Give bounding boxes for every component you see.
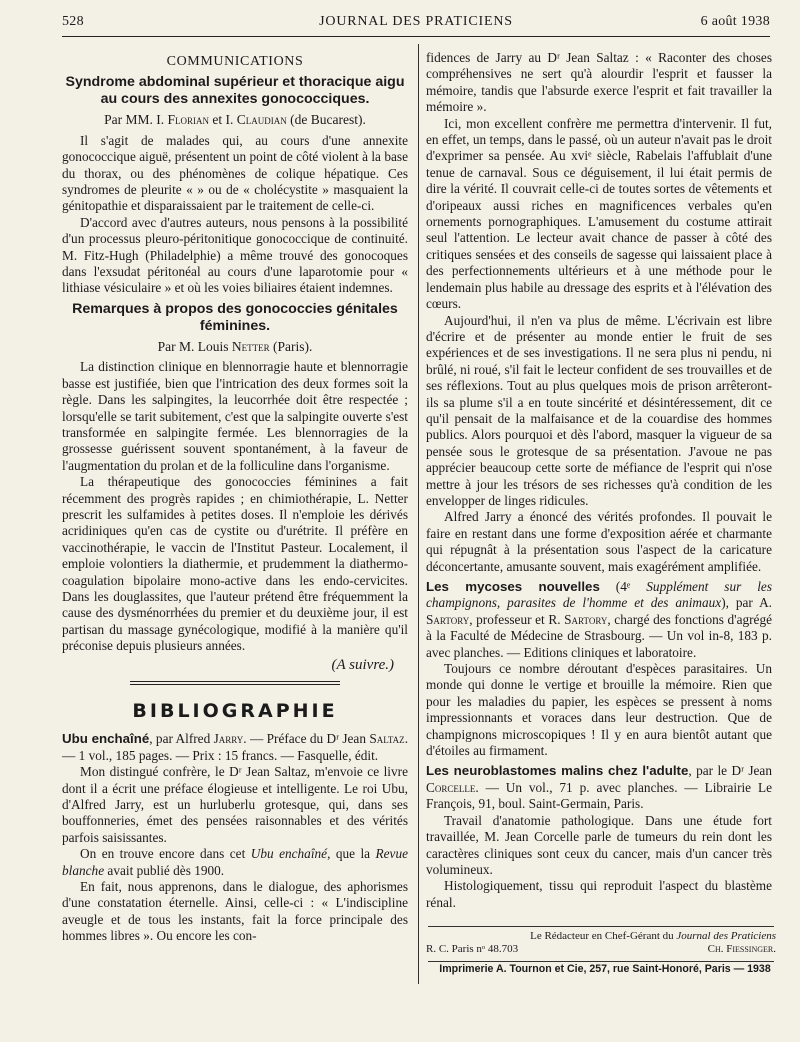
paragraph: Ici, mon excellent confrère me permettra d'intervenir. Il fut, en effet, un temps, dans le passé, où un auteur n'avait pas le droit d'exprimer sa pensée. Au xviᵉ siècle, Rabelais l'affublait d'une tenue de carnaval. Sous ce déguisement, il lui était permis de dire la vérité. Il couvrait celle-ci de toutes sortes de vêtements et d'oripeaux aussi riches en magnificences verbales qu'en ornements pornographiques. L'amusement du costume attirait seul l'attention. Le lecteur avait chance de passer à côté des critiques sensées et des conseils de sagesse qui laissaient place à des perfectionnements ultérieurs et à une méthode pour le lendemain plus habile au dressage des esprits et à l'élévation des cœurs.	[426, 115, 772, 312]
author-name: Jarry	[213, 731, 244, 747]
paragraph: La thérapeutique des gonococcies féminines a fait récemment des progrès rapides ; en chimiothérapie, L. Netter prescrit les sulfamides à petites doses. Il n'emploie les dérivés acridiniques qu'en cas de cystite ou d'urétrite. Il préfère en vaccinothérapie, le vaccin de l'Institut Pasteur. Localement, il emploie volontiers la diathermie, et prudemment la diathermo-coagulation bipolaire mono-active dans les endo-cervicites. Dans les douglassites, que l'auteur prétend être fréquemment la cause des dysménorrhées du premier et du deuxième jour, il est partisan du massage gynécologique, modifié à la manière qu'il préconise depuis plusieurs années.	[62, 474, 408, 654]
text-run: Le Rédacteur en Chef-Gérant du	[530, 930, 677, 942]
paragraph	[62, 846, 408, 879]
bibliography-entry	[426, 579, 772, 661]
page-number: 528	[62, 14, 84, 29]
continued-note: (A suivre.)	[331, 656, 394, 673]
paragraph: Histologiquement, tissu qui reproduit l'aspect du blastème rénal.	[426, 878, 772, 910]
right-column	[426, 50, 772, 911]
entry-title: Les neuroblastomes malins chez l'adulte	[426, 763, 689, 779]
paragraph: Il s'agit de malades qui, au cours d'une annexite gonococcique aiguë, présentent un point de côté violent à la base du thorax, ou des phénomènes de colique hépatique. Ces syndromes de pleurite « » ou de « cholécystite » masquaient la génitopathie et disparaissaient par le traitement de celle-ci.	[62, 132, 408, 214]
paragraph: Travail d'anatomie pathologique. Dans une étude fort travaillée, M. Jean Corcelle parle de tumeurs du rein dont les caractères cliniques sont ceux du cancer, mais d'un cancer très volumineux.	[426, 812, 772, 877]
column-divider	[418, 44, 419, 984]
author-name: Sartory	[426, 611, 470, 627]
article-title: Syndrome abdominal supérieur et thoracique aigu au cours des annexites gonococciques.	[65, 74, 405, 108]
paragraph: En fait, nous apprenons, dans le dialogue, des aphorismes d'une constatation éternelle. Ainsi, celle-ci : « L'indiscipline aveugle et de tous les instants, fait la force principale des hommes libres ». Ou encore les con-	[62, 879, 408, 944]
paragraph: Mon distingué confrère, le Dʳ Jean Saltaz, m'envoie ce livre dont il a écrit une préface élogieuse et intelligente. Le roi Ubu, d'Alfred Jarry, est un hurluberlu grotesque, qui, dans ses bouffonneries, émet des pensées raisonnables et des vérités parfois saisissantes.	[62, 764, 408, 845]
editor-line	[426, 930, 776, 943]
paragraph: Alfred Jarry a énoncé des vérités profondes. Il pouvait le faire en restant dans une forme d'exposition aérée et charmante qui répugnât à la présentation sous l'aspect de la caricature déconcertante, amusante souvent, mais exagérément amplifiée.	[426, 509, 772, 574]
editor-footer	[426, 930, 776, 956]
header-rule	[62, 36, 770, 37]
italic-title: Journal des Praticiens	[676, 930, 776, 942]
paragraph: Toujours ce nombre déroutant d'espèces parasitaires. Un monde qui donne le vertige et brouille la mémoire. Rien que pour les maladies du papier, les espèces se pressent à noms impressionnants et voraces dans leur destruction. Que de champignons microscopiques ! Il y en aura bientôt autant que d'étoiles au firmament.	[426, 661, 772, 759]
entry-title: Les mycoses nouvelles	[426, 579, 600, 594]
byline-text: et I.	[209, 112, 237, 128]
imprint-rule	[428, 961, 774, 962]
journal-title: JOURNAL DES PRATICIENS	[319, 14, 513, 29]
byline-text: (Paris).	[269, 338, 313, 354]
footer-rule	[428, 926, 774, 927]
entry-meta: ), par A.	[721, 595, 772, 611]
entry-meta: (4ᵉ	[599, 579, 647, 594]
author-name: Florian	[167, 112, 210, 128]
registration-number: R. C. Paris nᵒ 48.703	[426, 943, 519, 955]
paragraph: La distinction clinique en blennorragie haute et blennorragie basse est justifiée, bien que l'intrication des deux formes soit la règle. Dans les salpingites, la leucorrhée doit être respectée ; lorsqu'elle se tarit subitement, c'est que la salpingite ouverte s'est transformée en salpingite fermée. Les blennorragies de la grossesse guérissent souvent spontanément, à la faveur de l'augmentation du prolan et de la folliculine dans l'organisme.	[62, 359, 408, 473]
author-name: Netter	[231, 338, 270, 354]
byline-text: Par MM. I.	[104, 112, 168, 128]
paragraph: Aujourd'hui, il n'en va plus de même. L'écrivain est libre d'écrire et de présenter au monde entier le fruit de ses expériences et de ses investigations. Il ne sera plus ni pendu, ni brûlé, ni roué, s'il fait le lecteur confident de ses trouvailles et de ses réflexions. Tout au plus quelques mois de prison arrêteront-ils sa plume s'il a en toute sincérité et désintéressement, dit ce qu'il pensait de la malfaisance et de la couardise des hommes publics. Alors pourquoi et dès l'abord, masquer la vigueur de sa pensée sous le grotesque de sa présentation. J'avoue ne pas apprécier beaucoup cette sorte de méfiance de l'esprit qui n'ose mettre à jour les trésors de ses richesses qu'à condition de les envelopper de linges ridicules.	[426, 312, 772, 508]
article-byline	[62, 339, 408, 355]
bibliography-heading: BIBLIOGRAPHIE	[132, 700, 338, 722]
entry-meta: . — Préface du Dʳ Jean	[243, 731, 370, 747]
printer-imprint: Imprimerie A. Tournon et Cie, 257, rue Saint-Honoré, Paris — 1938	[439, 963, 771, 975]
text-run: , que la	[327, 846, 376, 862]
text-run: On en trouve encore dans cet	[80, 846, 251, 862]
entry-meta: , par le Dʳ Jean	[688, 763, 772, 779]
article-byline	[62, 112, 408, 128]
italic-title: Revue blanche	[62, 846, 409, 878]
entry-meta: , chargé des fonctions d'agrégé à la Faculté de Médecine de Strasbourg. — Un vol in-8, 183 p. avec planches. — Editions cliniques et laboratoire.	[426, 611, 773, 660]
entry-meta: , par Alfred	[149, 731, 214, 747]
left-column	[62, 50, 408, 945]
entry-meta: . — Un vol., 71 p. avec planches. — Librairie Le François, 91, boul. Saint-Germain, Paris.	[426, 779, 772, 812]
article-title: Remarques à propos des gonococcies génitales féminines.	[72, 300, 398, 334]
author-name: Claudian	[236, 112, 287, 128]
byline-text: Par M. Louis	[157, 338, 232, 354]
paragraph: fidences de Jarry au Dʳ Jean Saltaz : « Raconter des choses compréhensives ne sert qu'à alourdir l'esprit et fausser la mémoire, tandis que l'absurde exerce l'esprit et fait travailler la mémoire ».	[426, 50, 772, 115]
bibliography-entry	[426, 763, 772, 812]
section-divider	[130, 681, 340, 685]
editor-name: Ch. Fiessinger.	[707, 943, 776, 955]
italic-title: Ubu enchaîné	[250, 846, 328, 862]
registration-line	[426, 943, 776, 956]
running-head	[62, 14, 770, 36]
bibliography-entry	[62, 731, 408, 764]
entry-title: Ubu enchaîné	[62, 731, 150, 747]
italic-title: Supplément sur les champignons, parasites de l'homme et des animaux	[426, 579, 772, 611]
author-name: Saltaz	[369, 731, 405, 747]
text-run: avait publié dès 1900.	[104, 862, 225, 878]
author-name: Corcelle	[426, 779, 476, 795]
author-name: Sartory	[564, 611, 608, 627]
byline-text: (de Bucarest).	[286, 112, 366, 128]
paragraph: D'accord avec d'autres auteurs, nous pensons à la possibilité d'un processus pleuro-péritonitique gonococcique de continuité. M. Fitz-Hugh (Philadelphie) a même trouvé des gonocoques dans l'exsudat péritonéal au cours d'une laparotomie pour « lithiase vésiculaire » et où les voies biliaires étaient indemnes.	[62, 214, 408, 296]
entry-meta: , professeur et R.	[469, 611, 565, 627]
entry-meta: . — 1 vol., 185 pages. — Prix : 15 francs. — Fasquelle, édit.	[62, 731, 409, 763]
issue-date: 6 août 1938	[700, 14, 770, 29]
section-label: COMMUNICATIONS	[166, 54, 304, 69]
